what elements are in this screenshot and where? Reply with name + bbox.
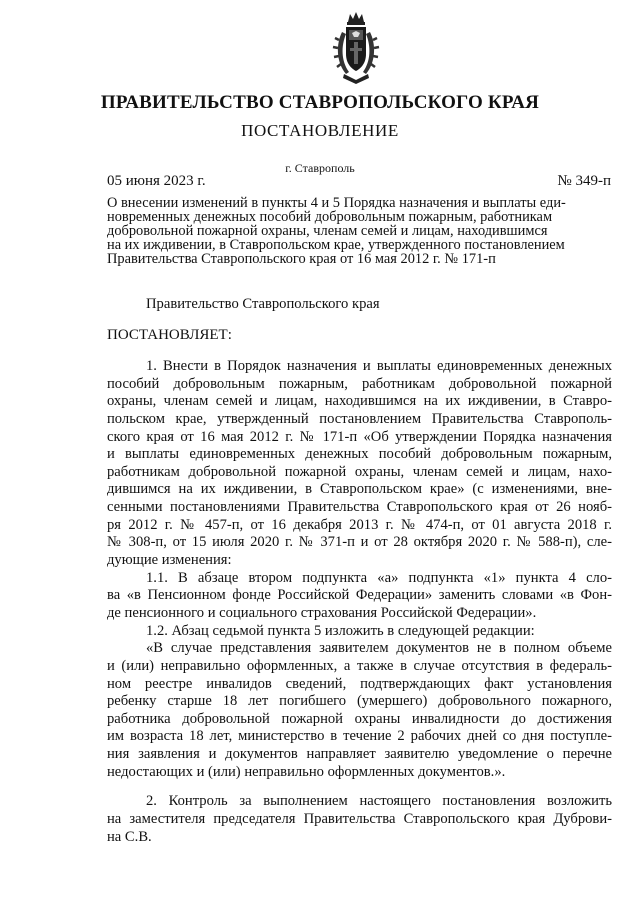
subject-line: Правительства Ставропольского края от 16 мая 2012 г. № 171-п	[107, 251, 496, 267]
body-line: им возраста 18 лет, министерство в течение 2 рабочих дней со дня поступле-	[107, 728, 612, 745]
body-line: пособий добровольным пожарным, работникам добровольной пожарной	[107, 375, 612, 392]
subject-line: на их иждивении, в Ставропольском крае, утвержденного постановлением	[107, 237, 565, 253]
body-line: и (или) неправильно оформленных, а также в случае отсутствия в федераль-	[107, 657, 612, 674]
stavropol-coat-of-arms-icon	[332, 10, 380, 86]
body-line: 1.2. Абзац седьмой пункта 5 изложить в следующей редакции:	[146, 622, 535, 639]
body-line: работника добровольной пожарной охраны инвалидности до достижения	[107, 710, 612, 727]
body-line: работникам добровольной пожарной охраны, членам семей и лицам, нахо-	[107, 463, 612, 480]
document-type: ПОСТАНОВЛЕНИЕ	[241, 121, 399, 140]
body-line: польском крае, утвержденный постановлением Правительства Ставрополь-	[107, 410, 612, 427]
decree-word: ПОСТАНОВЛЯЕТ:	[107, 327, 232, 343]
body-line: 1.1. В абзаце втором подпункта «а» подпункта «1» пункта 4 сло-	[146, 569, 612, 586]
body-line: ния заявления и документов направляет заявителю уведомление о перечне	[107, 746, 612, 763]
subject-line: добровольной пожарной охраны, членам семей и лицам, находившимся	[107, 223, 548, 239]
body-line: дившимся на их иждивении, в Ставропольском крае» (с изменениями, вне-	[107, 481, 612, 498]
decree-date: 05 июня 2023 г.	[107, 173, 206, 189]
body-line: дующие изменения:	[107, 552, 232, 569]
body-line: де пенсионного и социального страхования Российской Федерации».	[107, 604, 537, 621]
body-line: «В случае представления заявителем документов не в полном объеме	[146, 640, 612, 657]
decree-subject	[107, 196, 612, 266]
body-line: ря 2012 г. № 457-п, от 16 декабря 2013 г. № 474-п, от 01 августа 2018 г.	[107, 516, 612, 533]
body-line: на заместителя председателя Правительства Ставропольского края Дуброви-	[107, 811, 612, 828]
subject-line: новременных денежных пособий добровольным пожарным, работникам	[107, 209, 553, 225]
decree-number: № 349-п	[557, 173, 611, 189]
decree-body	[107, 358, 612, 846]
body-line: недостающих и (или) неправильно оформленных документов.».	[107, 763, 506, 780]
body-line: охраны, членам семей и лицам, находившимся на их иждивении, в Ставро-	[107, 393, 612, 410]
city-label: г. Ставрополь	[285, 161, 355, 175]
body-line: ва «в Пенсионном фонде Российской Федерации» заменить словами «в Фон-	[107, 587, 612, 604]
government-title: ПРАВИТЕЛЬСТВО СТАВРОПОЛЬСКОГО КРАЯ	[100, 92, 540, 113]
body-line: 2. Контроль за выполнением настоящего постановления возложить	[146, 793, 612, 810]
body-line: и выплаты единовременных денежных пособий добровольным пожарным,	[107, 446, 612, 463]
body-line: сенными постановлениями Правительства Ставропольского края от 26 нояб-	[107, 499, 612, 516]
body-line: ребенку старше 18 лет погибшего (умершего) добровольного пожарного,	[107, 693, 612, 710]
issuing-authority: Правительство Ставропольского края	[146, 296, 380, 312]
body-line: № 308-п, от 15 июля 2020 г. № 371-п и от 28 октября 2020 г. № 588-п), сле-	[107, 534, 612, 551]
body-line: ского края от 16 мая 2012 г. № 171-п «Об утверждении Порядка назначения	[107, 428, 612, 445]
body-line: на С.В.	[107, 828, 152, 845]
body-line: 1. Внести в Порядок назначения и выплаты единовременных денежных	[146, 358, 612, 374]
body-line: ном реестре инвалидов сведений, подтверждающих факт установления	[107, 675, 612, 692]
subject-line: О внесении изменений в пункты 4 и 5 Порядка назначения и выплаты еди-	[107, 195, 566, 211]
